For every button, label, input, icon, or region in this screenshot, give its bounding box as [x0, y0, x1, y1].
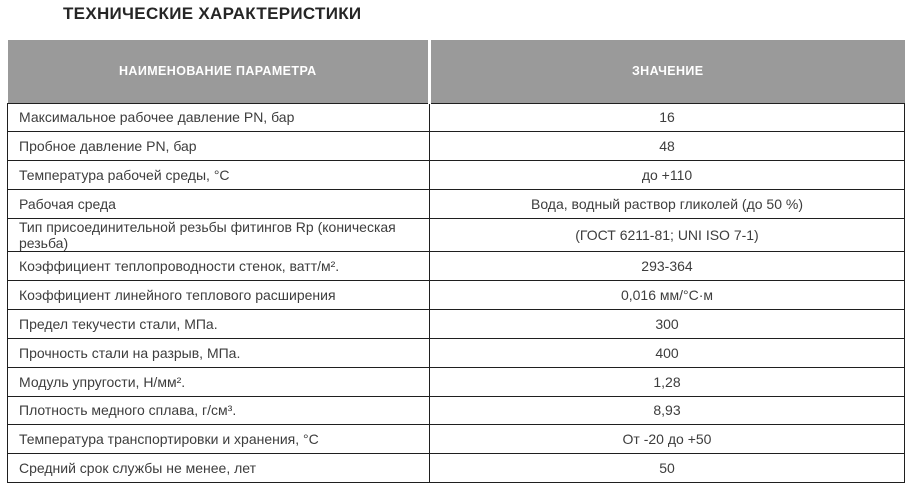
param-cell: Прочность стали на разрыв, МПа.	[8, 338, 430, 367]
param-cell: Тип присоединительной резьбы фитингов Rp (коническая резьба)	[8, 219, 430, 252]
table-row	[8, 219, 905, 252]
table-row	[8, 132, 905, 161]
param-cell: Пробное давление PN, бар	[8, 132, 430, 161]
table-row	[8, 309, 905, 338]
value-cell: 48	[430, 132, 905, 161]
value-cell: 293-364	[430, 252, 905, 281]
value-cell: Вода, водный раствор гликолей (до 50 %)	[430, 190, 905, 219]
table-row	[8, 338, 905, 367]
table-row	[8, 367, 905, 396]
param-cell: Коэффициент линейного теплового расширения	[8, 280, 430, 309]
table-row	[8, 103, 905, 132]
value-cell: 0,016 мм/°С·м	[430, 280, 905, 309]
value-cell: 1,28	[430, 367, 905, 396]
value-cell: (ГОСТ 6211-81; UNI ISO 7-1)	[430, 219, 905, 252]
table-row	[8, 252, 905, 281]
value-cell: до +110	[430, 161, 905, 190]
header-parameter-name: НАИМЕНОВАНИЕ ПАРАМЕТРА	[8, 40, 430, 103]
table-header	[8, 40, 905, 103]
specs-table	[7, 40, 905, 483]
value-cell: 400	[430, 338, 905, 367]
table-row	[8, 280, 905, 309]
param-cell: Плотность медного сплава, г/см³.	[8, 396, 430, 425]
value-cell: 16	[430, 103, 905, 132]
param-cell: Предел текучести стали, МПа.	[8, 309, 430, 338]
table-row	[8, 161, 905, 190]
header-row	[8, 40, 905, 103]
table-row	[8, 396, 905, 425]
value-cell: От -20 до +50	[430, 425, 905, 454]
value-cell: 50	[430, 454, 905, 483]
param-cell: Модуль упругости, Н/мм².	[8, 367, 430, 396]
value-cell: 300	[430, 309, 905, 338]
param-cell: Коэффициент теплопроводности стенок, ватт/м².	[8, 252, 430, 281]
table-row	[8, 454, 905, 483]
header-value: ЗНАЧЕНИЕ	[430, 40, 905, 103]
param-cell: Средний срок службы не менее, лет	[8, 454, 430, 483]
param-cell: Максимальное рабочее давление PN, бар	[8, 103, 430, 132]
param-cell: Рабочая среда	[8, 190, 430, 219]
value-cell: 8,93	[430, 396, 905, 425]
page-title: ТЕХНИЧЕСКИЕ ХАРАКТЕРИСТИКИ	[63, 4, 362, 23]
param-cell: Температура транспортировки и хранения, °С	[8, 425, 430, 454]
table-row	[8, 425, 905, 454]
table-row	[8, 190, 905, 219]
table-body	[8, 103, 905, 483]
param-cell: Температура рабочей среды, °С	[8, 161, 430, 190]
